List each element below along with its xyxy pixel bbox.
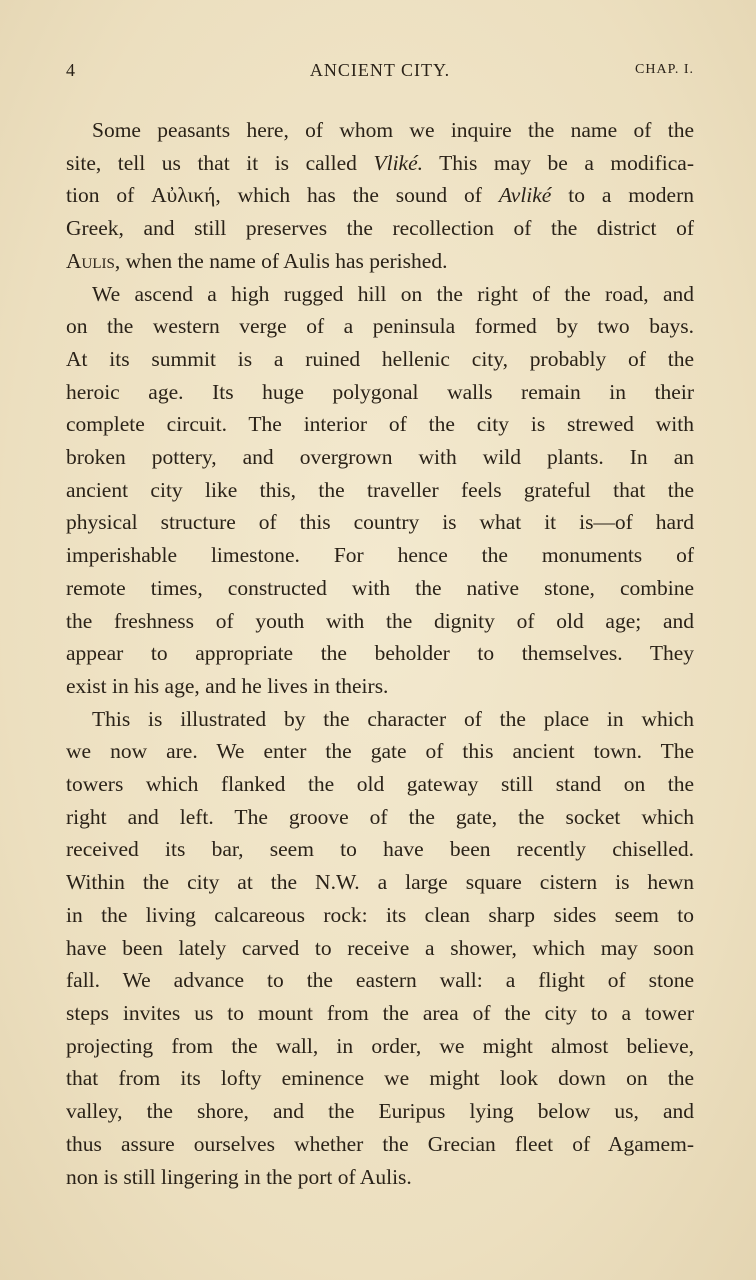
text-segment: , when the name of Aulis has perished.	[114, 248, 448, 273]
italic-word: Avliké	[498, 183, 552, 208]
running-title: ANCIENT CITY.	[309, 60, 451, 80]
body-text	[66, 114, 694, 1193]
text-line: valley, the shore, and the Euripus lying below us, and	[66, 1099, 694, 1124]
text-line: that from its lofty eminence we might look down on the	[66, 1066, 694, 1091]
running-header	[66, 60, 694, 90]
text-line: non is still lingering in the port of Aulis.	[66, 1164, 412, 1189]
text-segment: This may be a modifica-	[423, 150, 694, 175]
text-line: projecting from the wall, in order, we might almost believe,	[66, 1033, 694, 1058]
small-caps-word: Aulis	[66, 248, 115, 273]
text-line: heroic age. Its huge polygonal walls remain in their	[66, 379, 694, 404]
text-line: Some peasants here, of whom we inquire the name of the	[92, 118, 694, 142]
text-line: thus assure ourselves whether the Grecian fleet of Agamem-	[66, 1131, 694, 1156]
text-line: received its bar, seem to have been recently chiselled.	[66, 837, 694, 862]
paragraph	[66, 278, 694, 703]
text-line: the freshness of youth with the dignity of old age; and	[66, 608, 694, 633]
page-number: 4	[66, 60, 76, 80]
text-line: right and left. The groove of the gate, the socket which	[66, 804, 694, 829]
text-line: on the western verge of a peninsula formed by two bays.	[66, 314, 694, 339]
text-segment: tion of Αὐλική, which has the sound of	[66, 183, 499, 208]
text-line	[66, 179, 694, 212]
text-line: Within the city at the N.W. a large square cistern is hewn	[66, 870, 694, 895]
chapter-label: CHAP. I.	[635, 62, 694, 77]
text-line	[66, 147, 694, 180]
text-segment: site, tell us that it is called	[66, 150, 374, 175]
text-line: Greek, and still preserves the recollection of the district of	[66, 216, 694, 241]
text-line: broken pottery, and overgrown with wild plants. In an	[66, 445, 694, 470]
paragraph	[66, 703, 694, 1194]
text-line: remote times, constructed with the native stone, combine	[66, 575, 694, 600]
text-line: we now are. We enter the gate of this ancient town. The	[66, 739, 694, 764]
text-line: complete circuit. The interior of the city is strewed with	[66, 412, 694, 437]
paragraph	[66, 114, 694, 278]
text-line	[66, 245, 694, 278]
text-line: ancient city like this, the traveller feels grateful that the	[66, 477, 694, 502]
text-line: physical structure of this country is what it is—of hard	[66, 510, 694, 535]
text-line: At its summit is a ruined hellenic city, probably of the	[66, 346, 694, 371]
text-line: in the living calcareous rock: its clean sharp sides seem to	[66, 902, 694, 927]
text-line: imperishable limestone. For hence the monuments of	[66, 543, 694, 568]
text-line: steps invites us to mount from the area of the city to a tower	[66, 1000, 694, 1025]
text-line: exist in his age, and he lives in theirs.	[66, 673, 389, 698]
text-line: towers which flanked the old gateway still stand on the	[66, 772, 694, 797]
text-line: fall. We advance to the eastern wall: a flight of stone	[66, 968, 694, 993]
text-line: appear to appropriate the beholder to themselves. They	[66, 641, 694, 666]
text-segment: to a modern	[551, 183, 694, 208]
text-line: This is illustrated by the character of the place in which	[92, 706, 694, 731]
text-line: We ascend a high rugged hill on the right of the road, and	[92, 281, 694, 306]
text-line: have been lately carved to receive a shower, which may soon	[66, 935, 694, 960]
italic-word: Vliké.	[373, 150, 424, 175]
